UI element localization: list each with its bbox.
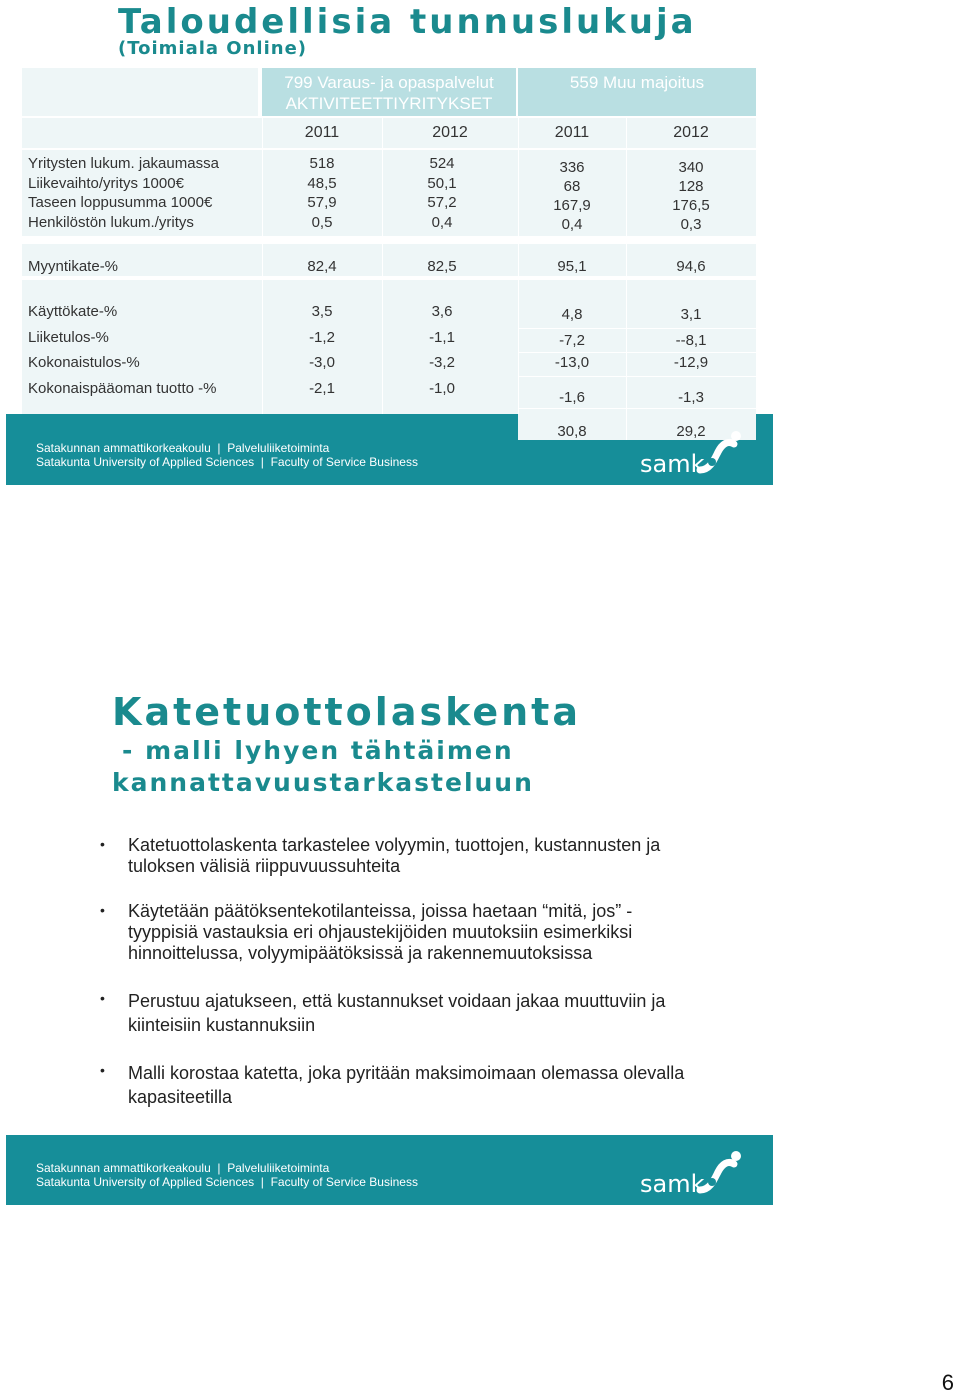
block-label-taseen: Taseen loppusumma 1000€: [28, 194, 213, 211]
samk-logo: samk: [640, 450, 705, 478]
bullet-item-2: [128, 901, 748, 964]
bullet-line: tuloksen välisiä riippuvuussuhteita: [128, 856, 401, 876]
value: 336: [559, 159, 585, 176]
value: 167,9: [553, 197, 591, 214]
value: 340: [678, 159, 704, 176]
group-header-559-label: 559 Muu majoitus: [569, 73, 705, 92]
bullet-dot-icon: •: [100, 1062, 105, 1078]
bullet-dot-icon: •: [100, 902, 105, 918]
row-value: 29,2: [676, 423, 706, 440]
slide2-title: Katetuottolaskenta: [112, 690, 581, 734]
footer-line2: Satakunta University of Applied Sciences | Faculty of Service Business: [36, 455, 418, 469]
value: 68: [563, 178, 581, 195]
row-value: -7,2: [559, 332, 585, 349]
block-values-799-2012: [382, 154, 502, 232]
value: 524: [429, 155, 455, 172]
row-value: 30,8: [557, 423, 587, 440]
value: 0,5: [311, 213, 333, 231]
row-value: 3,1: [680, 306, 702, 323]
row-value: -13,0: [554, 354, 590, 371]
value: 57,2: [427, 194, 457, 211]
block-labels: [28, 154, 258, 232]
slide-title: Taloudellisia tunnuslukuja: [118, 2, 697, 42]
bullet-item-4: [128, 1061, 748, 1109]
year-799-2011: 2011: [304, 124, 340, 141]
bullet-item-1: [128, 835, 748, 877]
year-799-2012: 2012: [432, 124, 468, 141]
bullet-line: Perustuu ajatukseen, että kustannukset voidaan jakaa muuttuviin ja: [128, 991, 666, 1011]
bullet-line: kapasiteetilla: [128, 1087, 233, 1107]
samk-logo-icon-2: [696, 1150, 746, 1200]
bullet-line: Katetuottolaskenta tarkastelee volyymin, tuottojen, kustannusten ja: [128, 835, 661, 855]
row-value: 95,1: [557, 258, 587, 275]
value: 50,1: [427, 174, 457, 192]
block-values-559-2012: [626, 158, 756, 234]
row-value: 3,6: [431, 303, 453, 320]
block-values-799-2011: [262, 154, 382, 232]
year-559-2012: 2012: [673, 124, 709, 141]
value: 128: [678, 178, 704, 195]
bullet-line: hinnoittelussa, volyymipäätöksissä ja rakennemuutoksissa: [128, 943, 593, 963]
row-value: 94,6: [676, 258, 706, 275]
block-label-henkilosto: Henkilöstön lukum./yritys: [28, 213, 194, 231]
value: 0,4: [431, 213, 453, 231]
slide2-subtitle-line2: kannattavuustarkasteluun: [112, 768, 534, 797]
row-value: -3,2: [429, 354, 455, 371]
row-label-kayttokate: Käyttökate-%: [28, 303, 118, 320]
bullet-item-3: [128, 989, 748, 1037]
row-value: 4,8: [561, 306, 583, 323]
row-value: 82,4: [307, 258, 337, 275]
bullet-dot-icon: •: [100, 990, 105, 1006]
footer2-line2: Satakunta University of Applied Sciences | Faculty of Service Business: [36, 1175, 418, 1189]
year-559-2011: 2011: [554, 124, 590, 141]
block-label-liikevaihto: Liikevaihto/yritys 1000€: [28, 174, 184, 192]
page-number: 6: [941, 1370, 954, 1395]
footer-line1: Satakunnan ammattikorkeakoulu | Palveluliiketoiminta: [36, 441, 330, 455]
row-value: -1,1: [429, 329, 455, 346]
bullet-line: tyyppisiä vastauksia eri ohjaustekijöiden muutoksiin esimerkiksi: [128, 922, 633, 942]
row-value: -1,2: [309, 329, 335, 346]
row-value: -1,3: [678, 389, 704, 406]
row-value: -2,1: [309, 380, 335, 397]
bullet-line: Malli korostaa katetta, joka pyritään maksimoimaan olemassa olevalla: [128, 1063, 685, 1083]
row-label-kokonaispaaoman-tuotto: Kokonaispääoman tuotto -%: [28, 380, 217, 397]
row-value: -1,0: [429, 380, 455, 397]
row-value: -1,6: [559, 389, 585, 406]
row-value: 82,5: [427, 258, 457, 275]
value: 518: [309, 155, 335, 172]
bullet-dot-icon: •: [100, 836, 105, 852]
group-header-799-line2: AKTIVITEETTIYRITYKSET: [285, 94, 493, 113]
slide2-subtitle-line1: - malli lyhyen tähtäimen: [122, 736, 514, 765]
row-value: -3,0: [309, 354, 335, 371]
samk-logo-icon: [696, 430, 746, 480]
value: 0,3: [680, 216, 702, 233]
value: 57,9: [307, 194, 337, 211]
row-label-kokonaistulos: Kokonaistulos-%: [28, 354, 140, 371]
samk-logo-2: samk: [640, 1170, 705, 1198]
footer2-line1: Satakunnan ammattikorkeakoulu | Palveluliiketoiminta: [36, 1161, 330, 1175]
group-header-799-line1: 799 Varaus- ja opaspalvelut: [284, 73, 494, 92]
value: 48,5: [307, 174, 337, 192]
table-header-blank: [22, 68, 258, 116]
row-label-liiketulos: Liiketulos-%: [28, 329, 109, 346]
block-values-559-2011: [518, 158, 626, 234]
row-value: -12,9: [673, 354, 709, 371]
bullet-line: kiinteisiin kustannuksiin: [128, 1015, 316, 1035]
slide-subtitle: (Toimiala Online): [118, 38, 308, 59]
bullet-line: Käytetään päätöksentekotilanteissa, joissa haetaan “mitä, jos” -: [128, 901, 633, 921]
row-value: --8,1: [675, 332, 707, 349]
block-label-yritysten: Yritysten lukum. jakaumassa: [28, 155, 219, 172]
row-value: 3,5: [311, 303, 333, 320]
row-label-myyntikate: Myyntikate-%: [28, 258, 119, 275]
value: 176,5: [672, 197, 710, 214]
value: 0,4: [561, 216, 583, 233]
